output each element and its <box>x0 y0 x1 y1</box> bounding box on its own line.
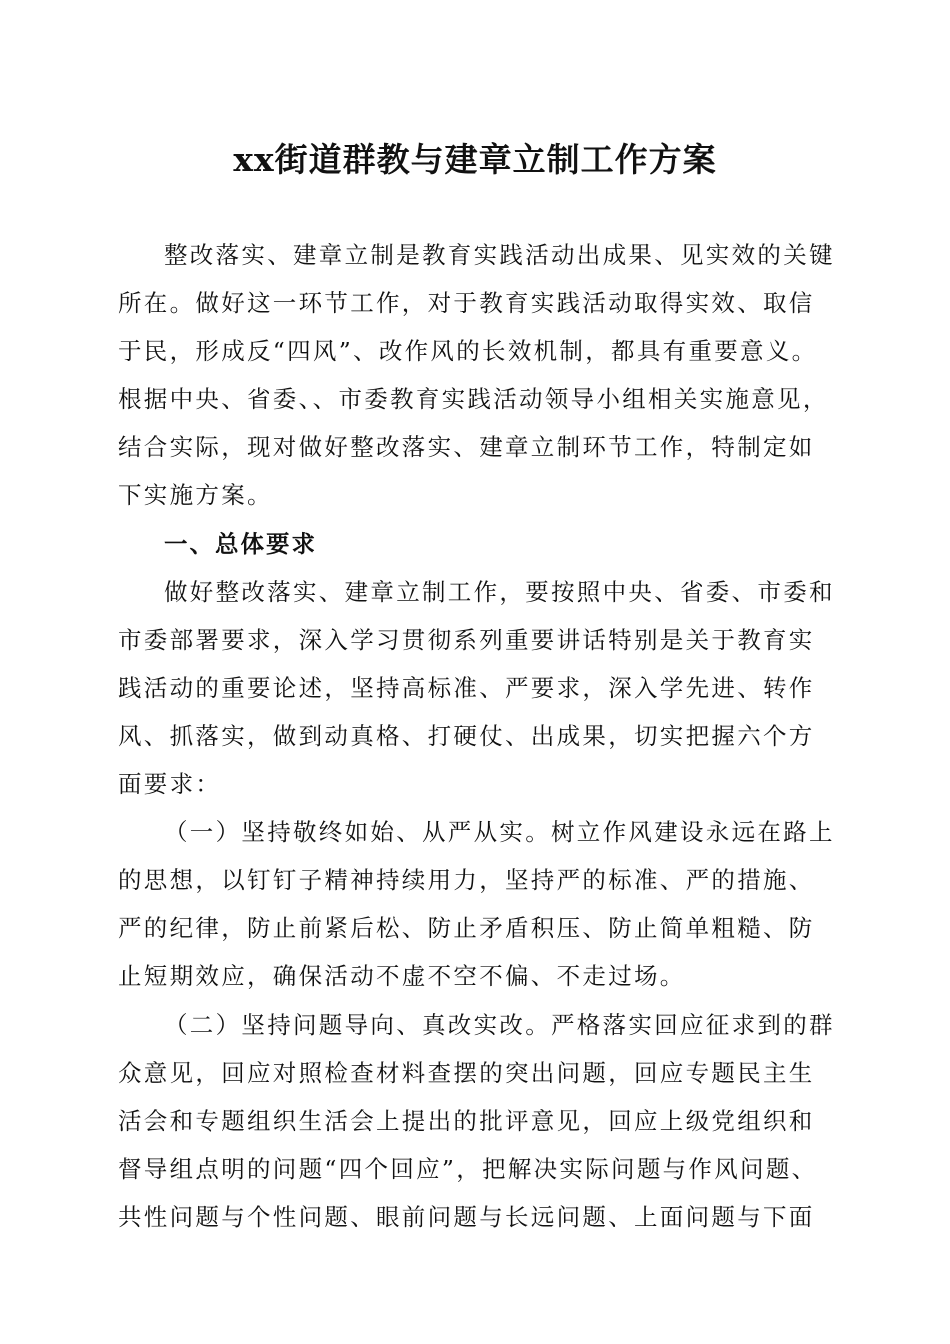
paragraph-line: 督导组点明的问题“四个回应”，把解决实际问题与作风问题、 <box>118 1154 818 1183</box>
paragraph-line: 做好整改落实、建章立制工作，要按照中央、省委、市委和 <box>164 577 835 606</box>
paragraph-line: 下实施方案。 <box>118 481 273 510</box>
paragraph-line: 止短期效应，确保活动不虚不空不偏、不走过场。 <box>118 962 686 991</box>
subsection-paragraph-line: （二）坚持问题导向、真改实改。严格落实回应征求到的群 <box>164 1010 835 1039</box>
paragraph-line: 的思想，以钉钉子精神持续用力，坚持严的标准、严的措施、 <box>118 866 815 895</box>
paragraph-line: 面要求： <box>118 770 222 799</box>
paragraph-line: 市委部署要求，深入学习贯彻系列重要讲话特别是关于教育实 <box>118 625 815 654</box>
paragraph-line: 整改落实、建章立制是教育实践活动出成果、见实效的关键 <box>164 241 835 269</box>
document-title: xx街道群教与建章立制工作方案 <box>233 140 717 179</box>
paragraph-line: 严的纪律，防止前紧后松、防止矛盾积压、防止简单粗糙、防 <box>118 914 815 943</box>
paragraph-line: 于民，形成反“四风”、改作风的长效机制，都具有重要意义。 <box>118 337 818 366</box>
paragraph-line: 活会和专题组织生活会上提出的批评意见，回应上级党组织和 <box>118 1106 815 1135</box>
document-body <box>118 231 835 1241</box>
subsection-paragraph-line: （一）坚持敬终如始、从严从实。树立作风建设永远在路上 <box>164 818 835 847</box>
paragraph-line: 践活动的重要论述，坚持高标准、严要求，深入学先进、转作 <box>118 673 815 702</box>
paragraph-line: 根据中央、省委、、市委教育实践活动领导小组相关实施意见， <box>118 385 829 414</box>
paragraph-line: 所在。做好这一环节工作，对于教育实践活动取得实效、取信 <box>118 289 815 318</box>
paragraph-line: 结合实际，现对做好整改落实、建章立制环节工作，特制定如 <box>118 433 815 462</box>
paragraph-line: 共性问题与个性问题、眼前问题与长远问题、上面问题与下面 <box>118 1202 815 1231</box>
paragraph-line: 众意见，回应对照检查材料查摆的突出问题，回应专题民主生 <box>118 1058 815 1087</box>
paragraph-line: 风、抓落实，做到动真格、打硬仗、出成果，切实把握六个方 <box>118 721 815 750</box>
section-heading: 一、总体要求 <box>164 529 317 558</box>
